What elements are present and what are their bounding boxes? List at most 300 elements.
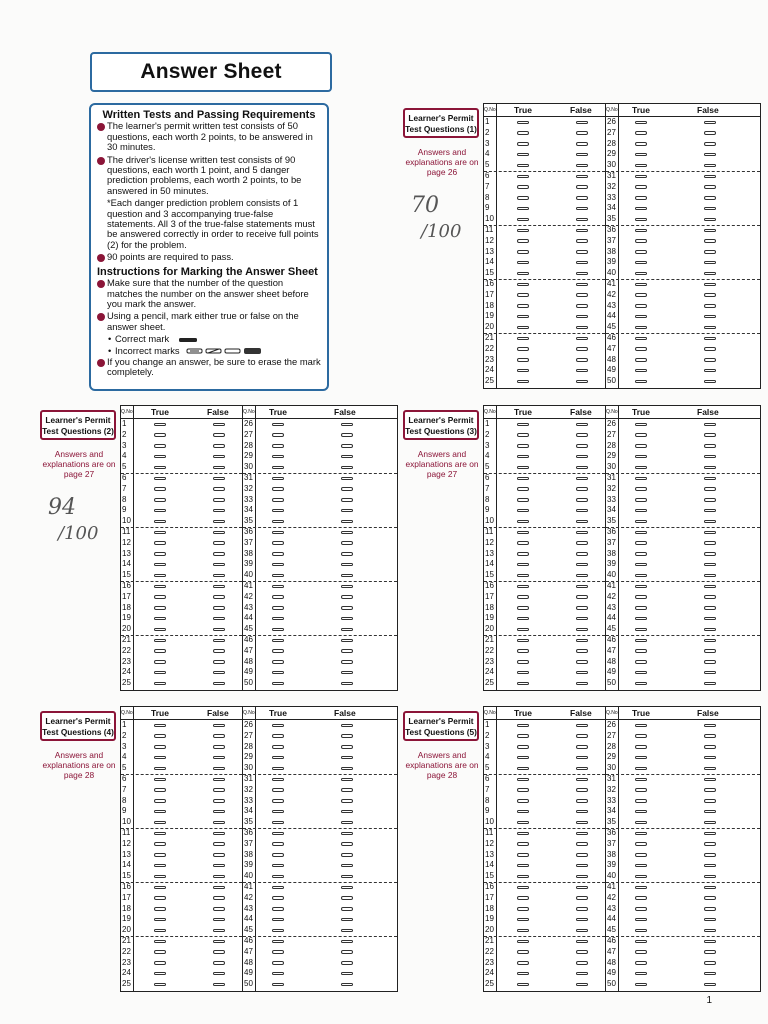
false-bubble[interactable]	[576, 799, 588, 803]
false-bubble[interactable]	[576, 239, 588, 243]
false-bubble[interactable]	[576, 940, 588, 944]
true-bubble[interactable]	[635, 617, 647, 621]
true-bubble[interactable]	[517, 563, 529, 567]
false-bubble[interactable]	[576, 121, 588, 125]
false-bubble[interactable]	[213, 552, 225, 556]
false-bubble[interactable]	[213, 875, 225, 879]
false-bubble[interactable]	[576, 423, 588, 427]
false-bubble[interactable]	[704, 487, 716, 491]
true-bubble[interactable]	[154, 563, 166, 567]
false-bubble[interactable]	[576, 380, 588, 384]
true-bubble[interactable]	[154, 875, 166, 879]
true-bubble[interactable]	[517, 283, 529, 287]
true-bubble[interactable]	[635, 121, 647, 125]
true-bubble[interactable]	[272, 531, 284, 535]
false-bubble[interactable]	[576, 961, 588, 965]
false-bubble[interactable]	[576, 585, 588, 589]
false-bubble[interactable]	[704, 810, 716, 814]
false-bubble[interactable]	[704, 218, 716, 222]
false-bubble[interactable]	[213, 918, 225, 922]
true-bubble[interactable]	[517, 239, 529, 243]
false-bubble[interactable]	[704, 315, 716, 319]
false-bubble[interactable]	[213, 531, 225, 535]
false-bubble[interactable]	[704, 423, 716, 427]
false-bubble[interactable]	[704, 380, 716, 384]
false-bubble[interactable]	[213, 853, 225, 857]
true-bubble[interactable]	[635, 552, 647, 556]
true-bubble[interactable]	[154, 864, 166, 868]
true-bubble[interactable]	[517, 347, 529, 351]
false-bubble[interactable]	[576, 896, 588, 900]
true-bubble[interactable]	[517, 444, 529, 448]
false-bubble[interactable]	[576, 617, 588, 621]
true-bubble[interactable]	[272, 767, 284, 771]
true-bubble[interactable]	[154, 487, 166, 491]
true-bubble[interactable]	[517, 929, 529, 933]
false-bubble[interactable]	[576, 778, 588, 782]
false-bubble[interactable]	[704, 853, 716, 857]
true-bubble[interactable]	[517, 164, 529, 168]
false-bubble[interactable]	[213, 509, 225, 513]
true-bubble[interactable]	[635, 585, 647, 589]
false-bubble[interactable]	[704, 552, 716, 556]
true-bubble[interactable]	[517, 745, 529, 749]
true-bubble[interactable]	[635, 239, 647, 243]
true-bubble[interactable]	[635, 347, 647, 351]
false-bubble[interactable]	[576, 261, 588, 265]
false-bubble[interactable]	[213, 950, 225, 954]
false-bubble[interactable]	[341, 853, 353, 857]
false-bubble[interactable]	[341, 444, 353, 448]
true-bubble[interactable]	[154, 745, 166, 749]
true-bubble[interactable]	[272, 509, 284, 513]
true-bubble[interactable]	[272, 520, 284, 524]
false-bubble[interactable]	[576, 477, 588, 481]
true-bubble[interactable]	[272, 788, 284, 792]
true-bubble[interactable]	[272, 842, 284, 846]
true-bubble[interactable]	[154, 918, 166, 922]
true-bubble[interactable]	[154, 896, 166, 900]
true-bubble[interactable]	[517, 907, 529, 911]
true-bubble[interactable]	[517, 886, 529, 890]
false-bubble[interactable]	[576, 466, 588, 470]
true-bubble[interactable]	[154, 734, 166, 738]
true-bubble[interactable]	[154, 682, 166, 686]
true-bubble[interactable]	[635, 380, 647, 384]
true-bubble[interactable]	[154, 788, 166, 792]
false-bubble[interactable]	[576, 175, 588, 179]
false-bubble[interactable]	[576, 541, 588, 545]
false-bubble[interactable]	[213, 961, 225, 965]
true-bubble[interactable]	[154, 972, 166, 976]
true-bubble[interactable]	[272, 498, 284, 502]
false-bubble[interactable]	[341, 509, 353, 513]
false-bubble[interactable]	[341, 864, 353, 868]
true-bubble[interactable]	[635, 682, 647, 686]
false-bubble[interactable]	[341, 832, 353, 836]
true-bubble[interactable]	[517, 315, 529, 319]
false-bubble[interactable]	[341, 552, 353, 556]
false-bubble[interactable]	[341, 896, 353, 900]
false-bubble[interactable]	[576, 734, 588, 738]
true-bubble[interactable]	[154, 574, 166, 578]
true-bubble[interactable]	[154, 617, 166, 621]
false-bubble[interactable]	[704, 229, 716, 233]
true-bubble[interactable]	[635, 574, 647, 578]
false-bubble[interactable]	[576, 369, 588, 373]
true-bubble[interactable]	[154, 660, 166, 664]
true-bubble[interactable]	[272, 563, 284, 567]
false-bubble[interactable]	[341, 487, 353, 491]
false-bubble[interactable]	[704, 660, 716, 664]
true-bubble[interactable]	[635, 972, 647, 976]
true-bubble[interactable]	[635, 875, 647, 879]
true-bubble[interactable]	[517, 509, 529, 513]
true-bubble[interactable]	[635, 832, 647, 836]
true-bubble[interactable]	[635, 929, 647, 933]
false-bubble[interactable]	[704, 466, 716, 470]
false-bubble[interactable]	[576, 498, 588, 502]
false-bubble[interactable]	[341, 842, 353, 846]
true-bubble[interactable]	[517, 541, 529, 545]
false-bubble[interactable]	[704, 337, 716, 341]
true-bubble[interactable]	[154, 477, 166, 481]
true-bubble[interactable]	[517, 799, 529, 803]
false-bubble[interactable]	[341, 617, 353, 621]
true-bubble[interactable]	[517, 337, 529, 341]
true-bubble[interactable]	[272, 639, 284, 643]
true-bubble[interactable]	[154, 853, 166, 857]
false-bubble[interactable]	[704, 842, 716, 846]
false-bubble[interactable]	[341, 788, 353, 792]
true-bubble[interactable]	[154, 649, 166, 653]
false-bubble[interactable]	[704, 185, 716, 189]
false-bubble[interactable]	[704, 821, 716, 825]
false-bubble[interactable]	[704, 261, 716, 265]
true-bubble[interactable]	[272, 778, 284, 782]
true-bubble[interactable]	[517, 682, 529, 686]
false-bubble[interactable]	[213, 940, 225, 944]
false-bubble[interactable]	[576, 520, 588, 524]
false-bubble[interactable]	[341, 606, 353, 610]
true-bubble[interactable]	[635, 283, 647, 287]
true-bubble[interactable]	[635, 272, 647, 276]
true-bubble[interactable]	[272, 477, 284, 481]
true-bubble[interactable]	[635, 153, 647, 157]
false-bubble[interactable]	[704, 142, 716, 146]
false-bubble[interactable]	[341, 810, 353, 814]
true-bubble[interactable]	[635, 896, 647, 900]
true-bubble[interactable]	[635, 444, 647, 448]
false-bubble[interactable]	[704, 207, 716, 211]
false-bubble[interactable]	[341, 671, 353, 675]
false-bubble[interactable]	[704, 326, 716, 330]
true-bubble[interactable]	[517, 832, 529, 836]
true-bubble[interactable]	[635, 466, 647, 470]
false-bubble[interactable]	[213, 595, 225, 599]
true-bubble[interactable]	[517, 671, 529, 675]
false-bubble[interactable]	[341, 563, 353, 567]
true-bubble[interactable]	[154, 778, 166, 782]
true-bubble[interactable]	[635, 950, 647, 954]
false-bubble[interactable]	[341, 778, 353, 782]
true-bubble[interactable]	[635, 745, 647, 749]
true-bubble[interactable]	[517, 477, 529, 481]
false-bubble[interactable]	[213, 520, 225, 524]
true-bubble[interactable]	[272, 832, 284, 836]
false-bubble[interactable]	[704, 509, 716, 513]
false-bubble[interactable]	[576, 131, 588, 135]
true-bubble[interactable]	[517, 918, 529, 922]
true-bubble[interactable]	[517, 724, 529, 728]
false-bubble[interactable]	[576, 864, 588, 868]
false-bubble[interactable]	[341, 541, 353, 545]
false-bubble[interactable]	[704, 788, 716, 792]
false-bubble[interactable]	[704, 293, 716, 297]
true-bubble[interactable]	[517, 455, 529, 459]
true-bubble[interactable]	[517, 142, 529, 146]
false-bubble[interactable]	[213, 606, 225, 610]
false-bubble[interactable]	[576, 767, 588, 771]
false-bubble[interactable]	[576, 745, 588, 749]
true-bubble[interactable]	[517, 734, 529, 738]
false-bubble[interactable]	[576, 218, 588, 222]
false-bubble[interactable]	[213, 724, 225, 728]
true-bubble[interactable]	[517, 617, 529, 621]
true-bubble[interactable]	[154, 595, 166, 599]
false-bubble[interactable]	[576, 272, 588, 276]
false-bubble[interactable]	[704, 131, 716, 135]
false-bubble[interactable]	[576, 886, 588, 890]
false-bubble[interactable]	[341, 433, 353, 437]
false-bubble[interactable]	[213, 423, 225, 427]
false-bubble[interactable]	[704, 682, 716, 686]
false-bubble[interactable]	[704, 369, 716, 373]
false-bubble[interactable]	[704, 832, 716, 836]
true-bubble[interactable]	[154, 842, 166, 846]
true-bubble[interactable]	[517, 983, 529, 987]
false-bubble[interactable]	[704, 875, 716, 879]
false-bubble[interactable]	[576, 606, 588, 610]
false-bubble[interactable]	[341, 972, 353, 976]
true-bubble[interactable]	[272, 983, 284, 987]
true-bubble[interactable]	[635, 639, 647, 643]
false-bubble[interactable]	[576, 595, 588, 599]
false-bubble[interactable]	[576, 304, 588, 308]
true-bubble[interactable]	[517, 131, 529, 135]
false-bubble[interactable]	[341, 767, 353, 771]
false-bubble[interactable]	[576, 639, 588, 643]
true-bubble[interactable]	[272, 433, 284, 437]
true-bubble[interactable]	[272, 961, 284, 965]
true-bubble[interactable]	[154, 724, 166, 728]
false-bubble[interactable]	[213, 842, 225, 846]
true-bubble[interactable]	[635, 358, 647, 362]
true-bubble[interactable]	[272, 799, 284, 803]
false-bubble[interactable]	[704, 756, 716, 760]
true-bubble[interactable]	[517, 660, 529, 664]
true-bubble[interactable]	[635, 315, 647, 319]
false-bubble[interactable]	[704, 745, 716, 749]
false-bubble[interactable]	[576, 628, 588, 632]
true-bubble[interactable]	[517, 842, 529, 846]
false-bubble[interactable]	[704, 358, 716, 362]
true-bubble[interactable]	[517, 628, 529, 632]
false-bubble[interactable]	[576, 821, 588, 825]
false-bubble[interactable]	[576, 972, 588, 976]
false-bubble[interactable]	[704, 896, 716, 900]
false-bubble[interactable]	[341, 531, 353, 535]
true-bubble[interactable]	[272, 552, 284, 556]
false-bubble[interactable]	[704, 864, 716, 868]
true-bubble[interactable]	[154, 639, 166, 643]
true-bubble[interactable]	[517, 574, 529, 578]
false-bubble[interactable]	[341, 574, 353, 578]
false-bubble[interactable]	[341, 423, 353, 427]
true-bubble[interactable]	[635, 628, 647, 632]
true-bubble[interactable]	[517, 121, 529, 125]
false-bubble[interactable]	[576, 337, 588, 341]
true-bubble[interactable]	[517, 185, 529, 189]
true-bubble[interactable]	[517, 585, 529, 589]
true-bubble[interactable]	[517, 293, 529, 297]
false-bubble[interactable]	[213, 574, 225, 578]
false-bubble[interactable]	[341, 585, 353, 589]
false-bubble[interactable]	[213, 767, 225, 771]
false-bubble[interactable]	[704, 972, 716, 976]
true-bubble[interactable]	[517, 767, 529, 771]
false-bubble[interactable]	[576, 907, 588, 911]
false-bubble[interactable]	[576, 433, 588, 437]
false-bubble[interactable]	[213, 929, 225, 933]
true-bubble[interactable]	[154, 606, 166, 610]
false-bubble[interactable]	[213, 810, 225, 814]
true-bubble[interactable]	[635, 778, 647, 782]
false-bubble[interactable]	[341, 595, 353, 599]
false-bubble[interactable]	[704, 734, 716, 738]
false-bubble[interactable]	[213, 660, 225, 664]
false-bubble[interactable]	[576, 918, 588, 922]
true-bubble[interactable]	[635, 756, 647, 760]
false-bubble[interactable]	[704, 563, 716, 567]
false-bubble[interactable]	[576, 832, 588, 836]
true-bubble[interactable]	[272, 660, 284, 664]
false-bubble[interactable]	[213, 585, 225, 589]
false-bubble[interactable]	[341, 477, 353, 481]
false-bubble[interactable]	[341, 929, 353, 933]
true-bubble[interactable]	[635, 207, 647, 211]
true-bubble[interactable]	[635, 164, 647, 168]
true-bubble[interactable]	[635, 907, 647, 911]
true-bubble[interactable]	[517, 821, 529, 825]
true-bubble[interactable]	[635, 304, 647, 308]
false-bubble[interactable]	[704, 455, 716, 459]
true-bubble[interactable]	[154, 756, 166, 760]
false-bubble[interactable]	[576, 950, 588, 954]
true-bubble[interactable]	[517, 229, 529, 233]
false-bubble[interactable]	[704, 724, 716, 728]
false-bubble[interactable]	[576, 563, 588, 567]
false-bubble[interactable]	[704, 671, 716, 675]
true-bubble[interactable]	[272, 682, 284, 686]
true-bubble[interactable]	[272, 541, 284, 545]
true-bubble[interactable]	[635, 821, 647, 825]
true-bubble[interactable]	[635, 983, 647, 987]
false-bubble[interactable]	[213, 682, 225, 686]
false-bubble[interactable]	[704, 950, 716, 954]
false-bubble[interactable]	[213, 983, 225, 987]
true-bubble[interactable]	[154, 671, 166, 675]
false-bubble[interactable]	[704, 649, 716, 653]
true-bubble[interactable]	[635, 175, 647, 179]
true-bubble[interactable]	[154, 444, 166, 448]
true-bubble[interactable]	[517, 261, 529, 265]
true-bubble[interactable]	[154, 423, 166, 427]
true-bubble[interactable]	[517, 649, 529, 653]
false-bubble[interactable]	[213, 649, 225, 653]
false-bubble[interactable]	[213, 734, 225, 738]
true-bubble[interactable]	[517, 950, 529, 954]
false-bubble[interactable]	[213, 455, 225, 459]
true-bubble[interactable]	[272, 810, 284, 814]
true-bubble[interactable]	[517, 358, 529, 362]
false-bubble[interactable]	[576, 487, 588, 491]
false-bubble[interactable]	[213, 541, 225, 545]
false-bubble[interactable]	[213, 756, 225, 760]
true-bubble[interactable]	[272, 617, 284, 621]
false-bubble[interactable]	[576, 724, 588, 728]
false-bubble[interactable]	[213, 444, 225, 448]
false-bubble[interactable]	[704, 250, 716, 254]
false-bubble[interactable]	[213, 778, 225, 782]
false-bubble[interactable]	[576, 283, 588, 287]
true-bubble[interactable]	[272, 455, 284, 459]
false-bubble[interactable]	[704, 444, 716, 448]
true-bubble[interactable]	[154, 509, 166, 513]
true-bubble[interactable]	[635, 326, 647, 330]
false-bubble[interactable]	[213, 563, 225, 567]
false-bubble[interactable]	[704, 304, 716, 308]
true-bubble[interactable]	[272, 940, 284, 944]
true-bubble[interactable]	[635, 531, 647, 535]
false-bubble[interactable]	[213, 617, 225, 621]
true-bubble[interactable]	[154, 455, 166, 459]
false-bubble[interactable]	[213, 788, 225, 792]
true-bubble[interactable]	[517, 218, 529, 222]
true-bubble[interactable]	[635, 541, 647, 545]
false-bubble[interactable]	[576, 552, 588, 556]
true-bubble[interactable]	[635, 520, 647, 524]
false-bubble[interactable]	[213, 886, 225, 890]
false-bubble[interactable]	[704, 239, 716, 243]
false-bubble[interactable]	[576, 531, 588, 535]
false-bubble[interactable]	[576, 842, 588, 846]
false-bubble[interactable]	[704, 617, 716, 621]
true-bubble[interactable]	[635, 853, 647, 857]
false-bubble[interactable]	[704, 347, 716, 351]
true-bubble[interactable]	[635, 842, 647, 846]
false-bubble[interactable]	[576, 853, 588, 857]
true-bubble[interactable]	[635, 918, 647, 922]
false-bubble[interactable]	[576, 682, 588, 686]
true-bubble[interactable]	[154, 799, 166, 803]
true-bubble[interactable]	[635, 799, 647, 803]
false-bubble[interactable]	[576, 649, 588, 653]
false-bubble[interactable]	[704, 164, 716, 168]
false-bubble[interactable]	[704, 498, 716, 502]
false-bubble[interactable]	[341, 875, 353, 879]
true-bubble[interactable]	[154, 907, 166, 911]
